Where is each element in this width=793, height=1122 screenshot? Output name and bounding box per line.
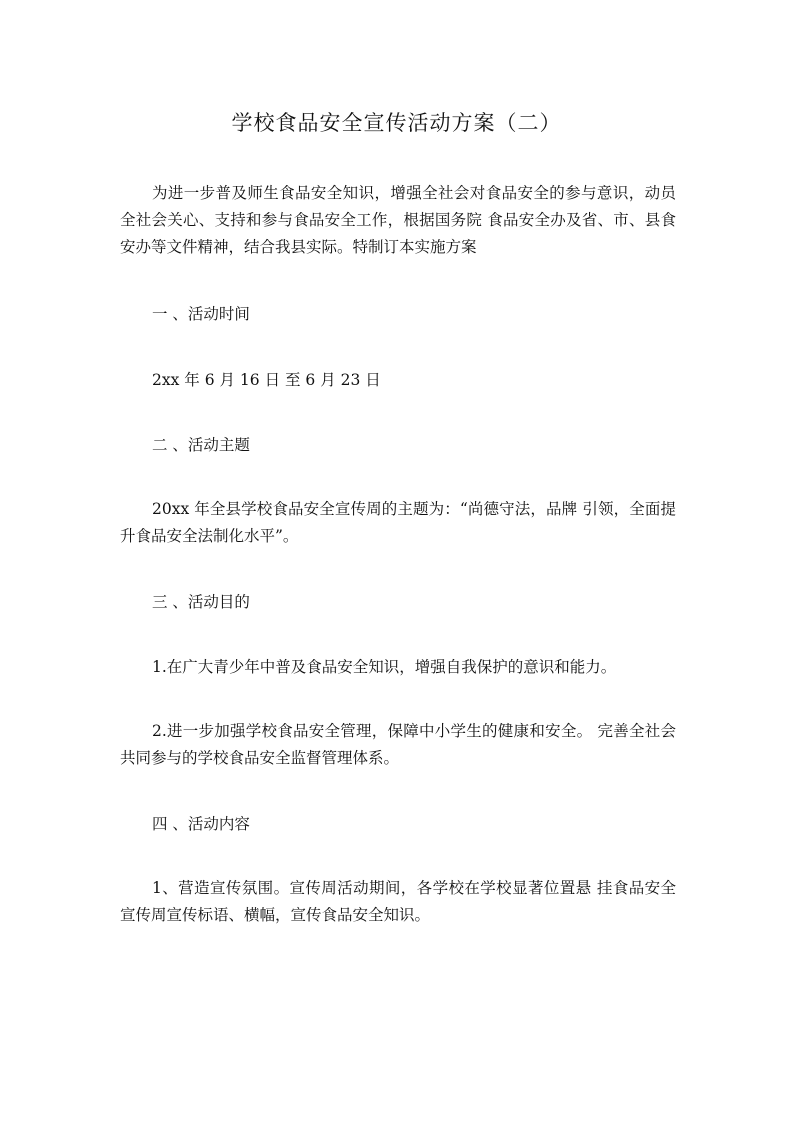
section-4-item-1: 1、营造宣传氛围。宣传周活动期间，各学校在学校显著位置悬 挂食品安全宣传周宣传标语、横幅，宣传食品安全知识。 [120, 879, 676, 924]
intro-paragraph: 为进一步普及师生食品安全知识，增强全社会对食品安全的参与意识，动员全社会关心、支持和参与食品安全工作，根据国务院 食品安全办及省、市、县食安办等文件精神，结合我县实际。特制订本实施方案 [120, 184, 676, 256]
section-1-body: 2xx 年 6 月 16 日 至 6 月 23 日 [152, 371, 381, 389]
section-3-item-1: 1.在广大青少年中普及食品安全知识，增强自我保护的意识和能力。 [152, 658, 617, 676]
section-2-body: 20xx 年全县学校食品安全宣传周的主题为：“尚德守法，品牌 引领，全面提升食品安全法制化水平”。 [120, 500, 676, 545]
section-4-heading: 四 、活动内容 [152, 815, 250, 833]
section-2-heading: 二 、活动主题 [152, 436, 250, 454]
section-3-item-2: 2.进一步加强学校食品安全管理，保障中小学生的健康和安全。 完善全社会共同参与的学校食品安全监督管理体系。 [120, 722, 676, 767]
document-title: 学校食品安全宣传活动方案（二） [231, 111, 562, 135]
section-1-heading: 一 、活动时间 [152, 305, 250, 323]
section-3-heading: 三 、活动目的 [152, 593, 250, 611]
